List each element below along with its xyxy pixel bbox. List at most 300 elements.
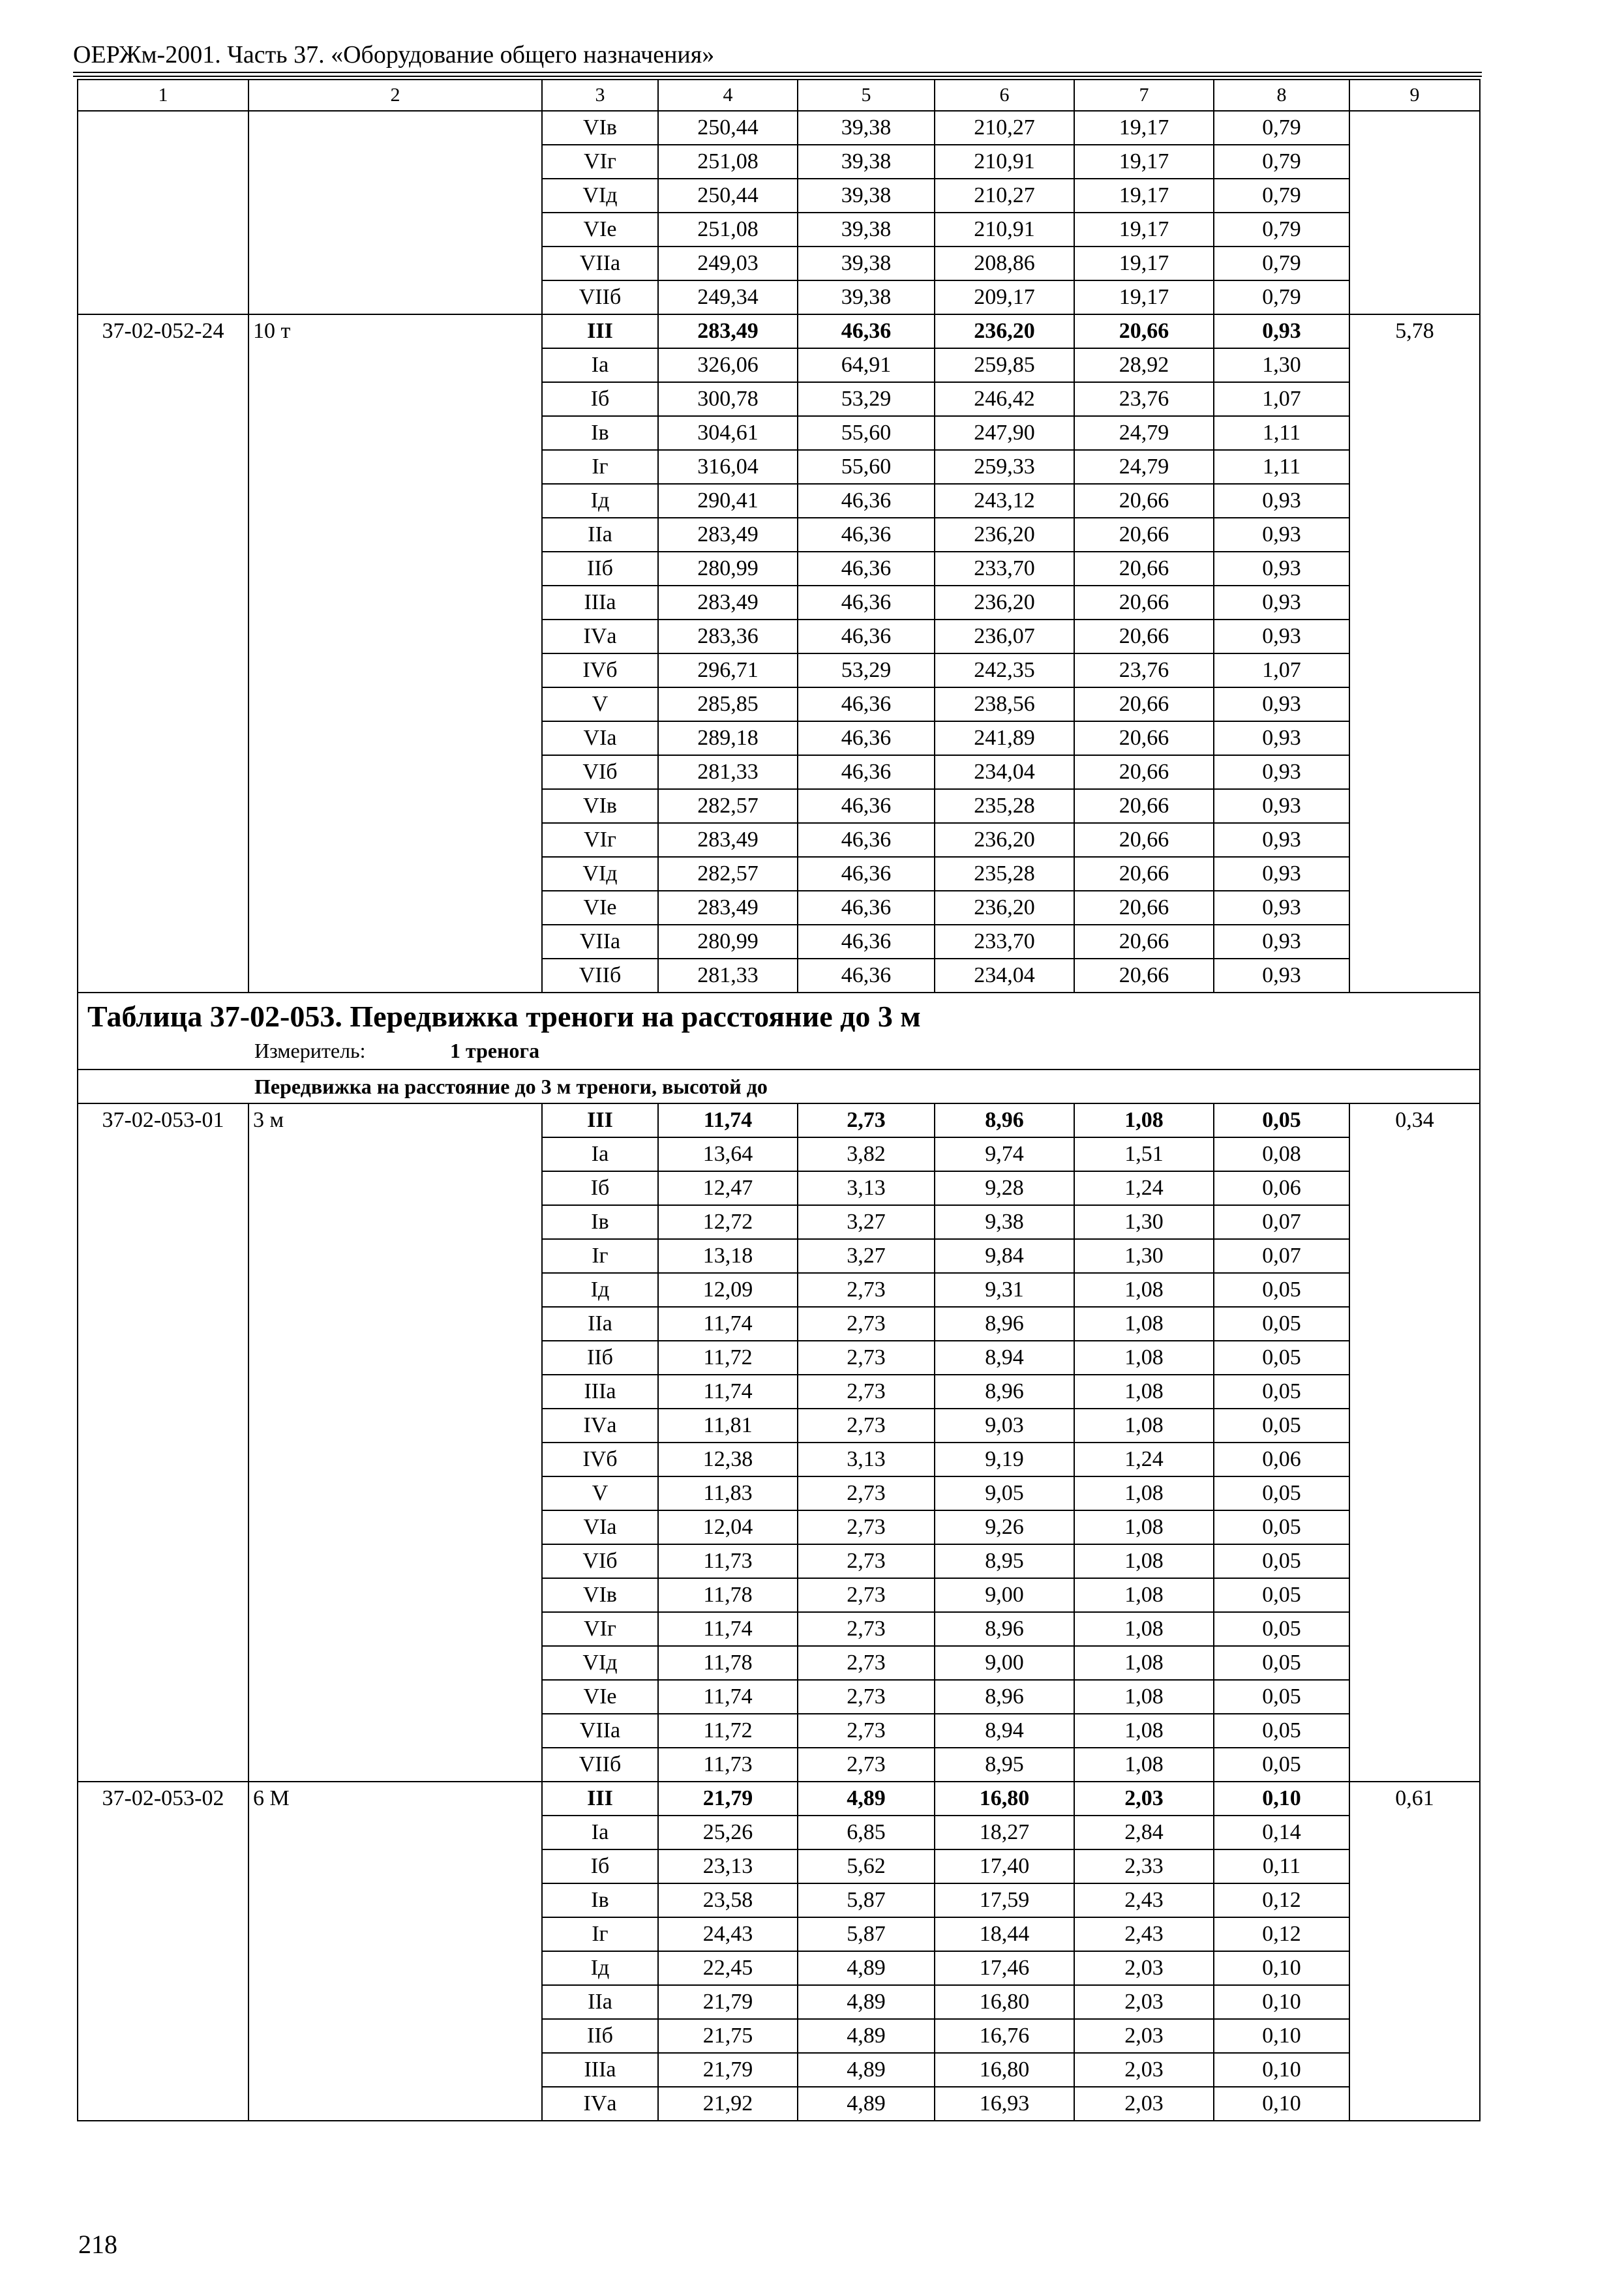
value-cell: 39,38 <box>798 280 935 314</box>
value-cell: 0,93 <box>1214 687 1349 721</box>
value-cell: 1,08 <box>1074 1578 1214 1612</box>
value-cell: 46,36 <box>798 755 935 789</box>
value-cell: 19,17 <box>1074 111 1214 145</box>
value-cell: 23,76 <box>1074 653 1214 687</box>
row-class: VIе <box>542 891 658 925</box>
value-cell: 1,08 <box>1074 1341 1214 1375</box>
value-cell: 24,79 <box>1074 416 1214 450</box>
value-cell: 0,93 <box>1214 823 1349 857</box>
row-class: Iб <box>542 1171 658 1205</box>
value-cell: 3,27 <box>798 1239 935 1273</box>
value-cell: 2,73 <box>798 1375 935 1409</box>
value-cell: 3,82 <box>798 1137 935 1171</box>
value-cell: 251,08 <box>658 213 798 247</box>
value-cell: 8,94 <box>935 1714 1074 1748</box>
value-cell: 8,94 <box>935 1341 1074 1375</box>
value-cell: 1,08 <box>1074 1680 1214 1714</box>
value-cell: 233,70 <box>935 552 1074 586</box>
row-class: IIа <box>542 1307 658 1341</box>
row-class: IIб <box>542 1341 658 1375</box>
row-class: IVа <box>542 620 658 653</box>
value-cell: 2,73 <box>798 1748 935 1782</box>
row-class: VIв <box>542 789 658 823</box>
row-class: III <box>542 1782 658 1816</box>
value-cell: 236,20 <box>935 518 1074 552</box>
row-class: IIIа <box>542 586 658 620</box>
row-class: IIа <box>542 518 658 552</box>
value-cell: 236,20 <box>935 586 1074 620</box>
column9-cell: 5,78 <box>1349 314 1480 993</box>
value-cell: 243,12 <box>935 484 1074 518</box>
measure-value: 1 тренога <box>450 1039 540 1062</box>
value-cell: 0,05 <box>1214 1375 1349 1409</box>
value-cell: 20,66 <box>1074 314 1214 348</box>
value-cell: 16,93 <box>935 2087 1074 2121</box>
value-cell: 22,45 <box>658 1951 798 1985</box>
value-cell: 64,91 <box>798 348 935 382</box>
value-cell: 20,66 <box>1074 823 1214 857</box>
value-cell: 0,05 <box>1214 1476 1349 1510</box>
row-class: IVа <box>542 2087 658 2121</box>
value-cell: 1,08 <box>1074 1273 1214 1307</box>
row-class: Iг <box>542 1917 658 1951</box>
value-cell: 0,93 <box>1214 755 1349 789</box>
value-cell: 16,80 <box>935 1985 1074 2019</box>
value-cell: 282,57 <box>658 857 798 891</box>
value-cell: 3,27 <box>798 1205 935 1239</box>
value-cell: 12,72 <box>658 1205 798 1239</box>
value-cell: 16,80 <box>935 1782 1074 1816</box>
table-row <box>78 314 1480 348</box>
row-class: Iд <box>542 484 658 518</box>
value-cell: 25,26 <box>658 1816 798 1849</box>
column-number: 3 <box>542 80 658 111</box>
row-class: VIIб <box>542 1748 658 1782</box>
value-cell: 236,07 <box>935 620 1074 653</box>
value-cell: 210,27 <box>935 111 1074 145</box>
value-cell: 209,17 <box>935 280 1074 314</box>
value-cell: 0,06 <box>1214 1171 1349 1205</box>
column-number: 1 <box>78 80 248 111</box>
value-cell: 210,27 <box>935 179 1074 213</box>
value-cell: 4,89 <box>798 1782 935 1816</box>
value-cell: 0,93 <box>1214 925 1349 959</box>
value-cell: 0,10 <box>1214 2087 1349 2121</box>
value-cell: 283,49 <box>658 314 798 348</box>
value-cell: 0,10 <box>1214 2053 1349 2087</box>
value-cell: 1,08 <box>1074 1748 1214 1782</box>
value-cell: 1,11 <box>1214 450 1349 484</box>
value-cell: 236,20 <box>935 891 1074 925</box>
measure-label: Измеритель: <box>254 1039 366 1062</box>
value-cell: 2,73 <box>798 1646 935 1680</box>
value-cell: 326,06 <box>658 348 798 382</box>
value-cell: 46,36 <box>798 620 935 653</box>
value-cell: 0,93 <box>1214 484 1349 518</box>
value-cell: 0,07 <box>1214 1205 1349 1239</box>
value-cell: 17,40 <box>935 1849 1074 1883</box>
value-cell: 0,11 <box>1214 1849 1349 1883</box>
value-cell: 0,05 <box>1214 1103 1349 1137</box>
value-cell: 23,76 <box>1074 382 1214 416</box>
measure-line <box>78 1036 1479 1069</box>
value-cell: 2,43 <box>1074 1883 1214 1917</box>
value-cell: 241,89 <box>935 721 1074 755</box>
row-class: Iб <box>542 1849 658 1883</box>
value-cell: 0,12 <box>1214 1917 1349 1951</box>
value-cell: 1,08 <box>1074 1307 1214 1341</box>
value-cell: 20,66 <box>1074 586 1214 620</box>
value-cell: 11,73 <box>658 1748 798 1782</box>
column-number: 7 <box>1074 80 1214 111</box>
value-cell: 2,03 <box>1074 1985 1214 2019</box>
value-cell: 19,17 <box>1074 247 1214 280</box>
row-class: IIб <box>542 552 658 586</box>
value-cell: 20,66 <box>1074 891 1214 925</box>
row-class: VIе <box>542 1680 658 1714</box>
value-cell: 9,26 <box>935 1510 1074 1544</box>
value-cell: 11,83 <box>658 1476 798 1510</box>
value-cell: 12,47 <box>658 1171 798 1205</box>
value-cell: 285,85 <box>658 687 798 721</box>
value-cell: 24,79 <box>1074 450 1214 484</box>
value-cell: 17,46 <box>935 1951 1074 1985</box>
page-number: 218 <box>78 2230 117 2259</box>
value-cell: 9,84 <box>935 1239 1074 1273</box>
value-cell: 13,18 <box>658 1239 798 1273</box>
value-cell: 259,33 <box>935 450 1074 484</box>
value-cell: 249,03 <box>658 247 798 280</box>
column9-cell: 0,34 <box>1349 1103 1480 1782</box>
row-class: VIIа <box>542 247 658 280</box>
value-cell: 46,36 <box>798 518 935 552</box>
value-cell: 24,43 <box>658 1917 798 1951</box>
column-number: 9 <box>1349 80 1480 111</box>
column-number: 4 <box>658 80 798 111</box>
name-cell: 10 т <box>248 314 542 993</box>
value-cell: 233,70 <box>935 925 1074 959</box>
value-cell: 2,73 <box>798 1476 935 1510</box>
value-cell: 11,78 <box>658 1578 798 1612</box>
value-cell: 46,36 <box>798 314 935 348</box>
value-cell: 9,31 <box>935 1273 1074 1307</box>
value-cell: 0,10 <box>1214 1782 1349 1816</box>
value-cell: 0,10 <box>1214 1951 1349 1985</box>
value-cell: 2,33 <box>1074 1849 1214 1883</box>
value-cell: 0,05 <box>1214 1544 1349 1578</box>
value-cell: 1,08 <box>1074 1646 1214 1680</box>
value-cell: 0,05 <box>1214 1307 1349 1341</box>
value-cell: 282,57 <box>658 789 798 823</box>
value-cell: 247,90 <box>935 416 1074 450</box>
row-class: IIа <box>542 1985 658 2019</box>
value-cell: 0,93 <box>1214 518 1349 552</box>
value-cell: 0,79 <box>1214 145 1349 179</box>
value-cell: 296,71 <box>658 653 798 687</box>
value-cell: 53,29 <box>798 382 935 416</box>
row-class: Iд <box>542 1951 658 1985</box>
value-cell: 1,08 <box>1074 1510 1214 1544</box>
value-cell: 13,64 <box>658 1137 798 1171</box>
value-cell: 1,08 <box>1074 1375 1214 1409</box>
value-cell: 283,49 <box>658 586 798 620</box>
value-cell: 0,05 <box>1214 1341 1349 1375</box>
value-cell: 2,73 <box>798 1103 935 1137</box>
row-class: IIIа <box>542 1375 658 1409</box>
value-cell: 0,12 <box>1214 1883 1349 1917</box>
value-cell: 20,66 <box>1074 721 1214 755</box>
value-cell: 0,93 <box>1214 891 1349 925</box>
document-header: ОЕРЖм-2001. Часть 37. «Оборудование общего назначения» <box>73 41 715 68</box>
value-cell: 3,13 <box>798 1443 935 1476</box>
value-cell: 19,17 <box>1074 145 1214 179</box>
value-cell: 1,07 <box>1214 382 1349 416</box>
value-cell: 0,93 <box>1214 857 1349 891</box>
value-cell: 9,03 <box>935 1409 1074 1443</box>
row-class: VIа <box>542 721 658 755</box>
value-cell: 5,87 <box>798 1917 935 1951</box>
table-heading-row <box>78 993 1480 1070</box>
name-cell: 3 м <box>248 1103 542 1782</box>
row-class: VIг <box>542 145 658 179</box>
code-cell: 37-02-052-24 <box>78 314 248 993</box>
column-number: 6 <box>935 80 1074 111</box>
value-cell: 17,59 <box>935 1883 1074 1917</box>
code-cell <box>78 111 248 314</box>
column-number: 5 <box>798 80 935 111</box>
value-cell: 2,73 <box>798 1307 935 1341</box>
value-cell: 8,95 <box>935 1544 1074 1578</box>
value-cell: 0,05 <box>1214 1646 1349 1680</box>
value-cell: 46,36 <box>798 823 935 857</box>
value-cell: 20,66 <box>1074 620 1214 653</box>
value-cell: 234,04 <box>935 959 1074 993</box>
value-cell: 0,10 <box>1214 1985 1349 2019</box>
value-cell: 283,49 <box>658 823 798 857</box>
value-cell: 23,58 <box>658 1883 798 1917</box>
value-cell: 0,05 <box>1214 1612 1349 1646</box>
value-cell: 0,05 <box>1214 1680 1349 1714</box>
row-class: Iв <box>542 416 658 450</box>
value-cell: 1,08 <box>1074 1476 1214 1510</box>
value-cell: 250,44 <box>658 179 798 213</box>
value-cell: 9,05 <box>935 1476 1074 1510</box>
value-cell: 11,74 <box>658 1103 798 1137</box>
value-cell: 46,36 <box>798 484 935 518</box>
value-cell: 1,30 <box>1214 348 1349 382</box>
value-cell: 39,38 <box>798 247 935 280</box>
column-number: 2 <box>248 80 542 111</box>
value-cell: 0,79 <box>1214 213 1349 247</box>
value-cell: 16,76 <box>935 2019 1074 2053</box>
value-cell: 11,74 <box>658 1375 798 1409</box>
value-cell: 11,72 <box>658 1714 798 1748</box>
value-cell: 19,17 <box>1074 179 1214 213</box>
value-cell: 1,11 <box>1214 416 1349 450</box>
value-cell: 21,92 <box>658 2087 798 2121</box>
value-cell: 0,05 <box>1214 1273 1349 1307</box>
value-cell: 12,38 <box>658 1443 798 1476</box>
value-cell: 280,99 <box>658 925 798 959</box>
value-cell: 19,17 <box>1074 213 1214 247</box>
value-cell: 28,92 <box>1074 348 1214 382</box>
value-cell: 0,14 <box>1214 1816 1349 1849</box>
value-cell: 20,66 <box>1074 484 1214 518</box>
table-row <box>78 111 1480 145</box>
row-class: VIа <box>542 1510 658 1544</box>
value-cell: 0,93 <box>1214 959 1349 993</box>
row-class: Iа <box>542 1816 658 1849</box>
value-cell: 9,38 <box>935 1205 1074 1239</box>
value-cell: 12,04 <box>658 1510 798 1544</box>
value-cell: 2,73 <box>798 1714 935 1748</box>
value-cell: 18,44 <box>935 1917 1074 1951</box>
value-cell: 11,74 <box>658 1307 798 1341</box>
value-cell: 46,36 <box>798 891 935 925</box>
value-cell: 4,89 <box>798 1951 935 1985</box>
value-cell: 236,20 <box>935 314 1074 348</box>
value-cell: 46,36 <box>798 925 935 959</box>
value-cell: 16,80 <box>935 2053 1074 2087</box>
value-cell: 2,73 <box>798 1578 935 1612</box>
value-cell: 0,05 <box>1214 1714 1349 1748</box>
value-cell: 21,79 <box>658 1985 798 2019</box>
value-cell: 283,49 <box>658 518 798 552</box>
column-number-row <box>78 80 1480 111</box>
value-cell: 11,74 <box>658 1680 798 1714</box>
value-cell: 9,00 <box>935 1646 1074 1680</box>
value-cell: 1,08 <box>1074 1612 1214 1646</box>
rates-table <box>77 79 1481 2121</box>
value-cell: 1,24 <box>1074 1443 1214 1476</box>
value-cell: 55,60 <box>798 450 935 484</box>
value-cell: 18,27 <box>935 1816 1074 1849</box>
row-class: IIIа <box>542 2053 658 2087</box>
value-cell: 0,05 <box>1214 1510 1349 1544</box>
row-class: V <box>542 1476 658 1510</box>
value-cell: 3,13 <box>798 1171 935 1205</box>
value-cell: 39,38 <box>798 213 935 247</box>
value-cell: 0,05 <box>1214 1748 1349 1782</box>
value-cell: 9,00 <box>935 1578 1074 1612</box>
value-cell: 2,43 <box>1074 1917 1214 1951</box>
value-cell: 4,89 <box>798 1985 935 2019</box>
row-class: VIе <box>542 213 658 247</box>
value-cell: 11,72 <box>658 1341 798 1375</box>
row-class: III <box>542 1103 658 1137</box>
value-cell: 251,08 <box>658 145 798 179</box>
value-cell: 2,73 <box>798 1409 935 1443</box>
value-cell: 6,85 <box>798 1816 935 1849</box>
value-cell: 281,33 <box>658 755 798 789</box>
value-cell: 316,04 <box>658 450 798 484</box>
value-cell: 11,81 <box>658 1409 798 1443</box>
value-cell: 46,36 <box>798 586 935 620</box>
value-cell: 23,13 <box>658 1849 798 1883</box>
row-class: IVб <box>542 653 658 687</box>
value-cell: 235,28 <box>935 857 1074 891</box>
value-cell: 1,07 <box>1214 653 1349 687</box>
row-class: IVа <box>542 1409 658 1443</box>
value-cell: 1,08 <box>1074 1714 1214 1748</box>
value-cell: 11,73 <box>658 1544 798 1578</box>
value-cell: 0,93 <box>1214 721 1349 755</box>
row-class: VIIа <box>542 1714 658 1748</box>
value-cell: 0,93 <box>1214 789 1349 823</box>
value-cell: 2,03 <box>1074 1782 1214 1816</box>
value-cell: 8,95 <box>935 1748 1074 1782</box>
value-cell: 12,09 <box>658 1273 798 1307</box>
value-cell: 46,36 <box>798 959 935 993</box>
value-cell: 259,85 <box>935 348 1074 382</box>
header-rule <box>73 72 1482 73</box>
value-cell: 246,42 <box>935 382 1074 416</box>
value-cell: 0,05 <box>1214 1409 1349 1443</box>
value-cell: 2,03 <box>1074 2053 1214 2087</box>
value-cell: 2,03 <box>1074 2019 1214 2053</box>
value-cell: 2,84 <box>1074 1816 1214 1849</box>
row-class: VIб <box>542 755 658 789</box>
value-cell: 281,33 <box>658 959 798 993</box>
value-cell: 0,93 <box>1214 586 1349 620</box>
value-cell: 2,73 <box>798 1341 935 1375</box>
value-cell: 55,60 <box>798 416 935 450</box>
value-cell: 289,18 <box>658 721 798 755</box>
value-cell: 21,79 <box>658 2053 798 2087</box>
row-class: VIг <box>542 1612 658 1646</box>
row-class: Iа <box>542 1137 658 1171</box>
header-rule-2 <box>73 76 1482 77</box>
value-cell: 9,28 <box>935 1171 1074 1205</box>
value-cell: 0,79 <box>1214 179 1349 213</box>
row-class: III <box>542 314 658 348</box>
value-cell: 0,93 <box>1214 620 1349 653</box>
table-row <box>78 1103 1480 1137</box>
value-cell: 283,49 <box>658 891 798 925</box>
value-cell: 39,38 <box>798 145 935 179</box>
value-cell: 19,17 <box>1074 280 1214 314</box>
table-heading <box>78 993 1480 1070</box>
column9-cell <box>1349 111 1480 314</box>
value-cell: 1,08 <box>1074 1544 1214 1578</box>
value-cell: 8,96 <box>935 1680 1074 1714</box>
value-cell: 8,96 <box>935 1612 1074 1646</box>
row-class: Iг <box>542 1239 658 1273</box>
value-cell: 2,73 <box>798 1544 935 1578</box>
value-cell: 210,91 <box>935 213 1074 247</box>
value-cell: 283,36 <box>658 620 798 653</box>
value-cell: 1,24 <box>1074 1171 1214 1205</box>
value-cell: 20,66 <box>1074 687 1214 721</box>
table-row <box>78 1782 1480 1816</box>
value-cell: 304,61 <box>658 416 798 450</box>
row-class: VIв <box>542 1578 658 1612</box>
code-cell: 37-02-053-02 <box>78 1782 248 2121</box>
value-cell: 0,93 <box>1214 552 1349 586</box>
value-cell: 249,34 <box>658 280 798 314</box>
row-class: VIд <box>542 179 658 213</box>
row-class: VIв <box>542 111 658 145</box>
code-cell: 37-02-053-01 <box>78 1103 248 1782</box>
row-class: VIг <box>542 823 658 857</box>
value-cell: 8,96 <box>935 1307 1074 1341</box>
value-cell: 1,30 <box>1074 1205 1214 1239</box>
value-cell: 8,96 <box>935 1375 1074 1409</box>
row-class: VIб <box>542 1544 658 1578</box>
name-cell: 6 М <box>248 1782 542 2121</box>
value-cell: 242,35 <box>935 653 1074 687</box>
value-cell: 11,78 <box>658 1646 798 1680</box>
